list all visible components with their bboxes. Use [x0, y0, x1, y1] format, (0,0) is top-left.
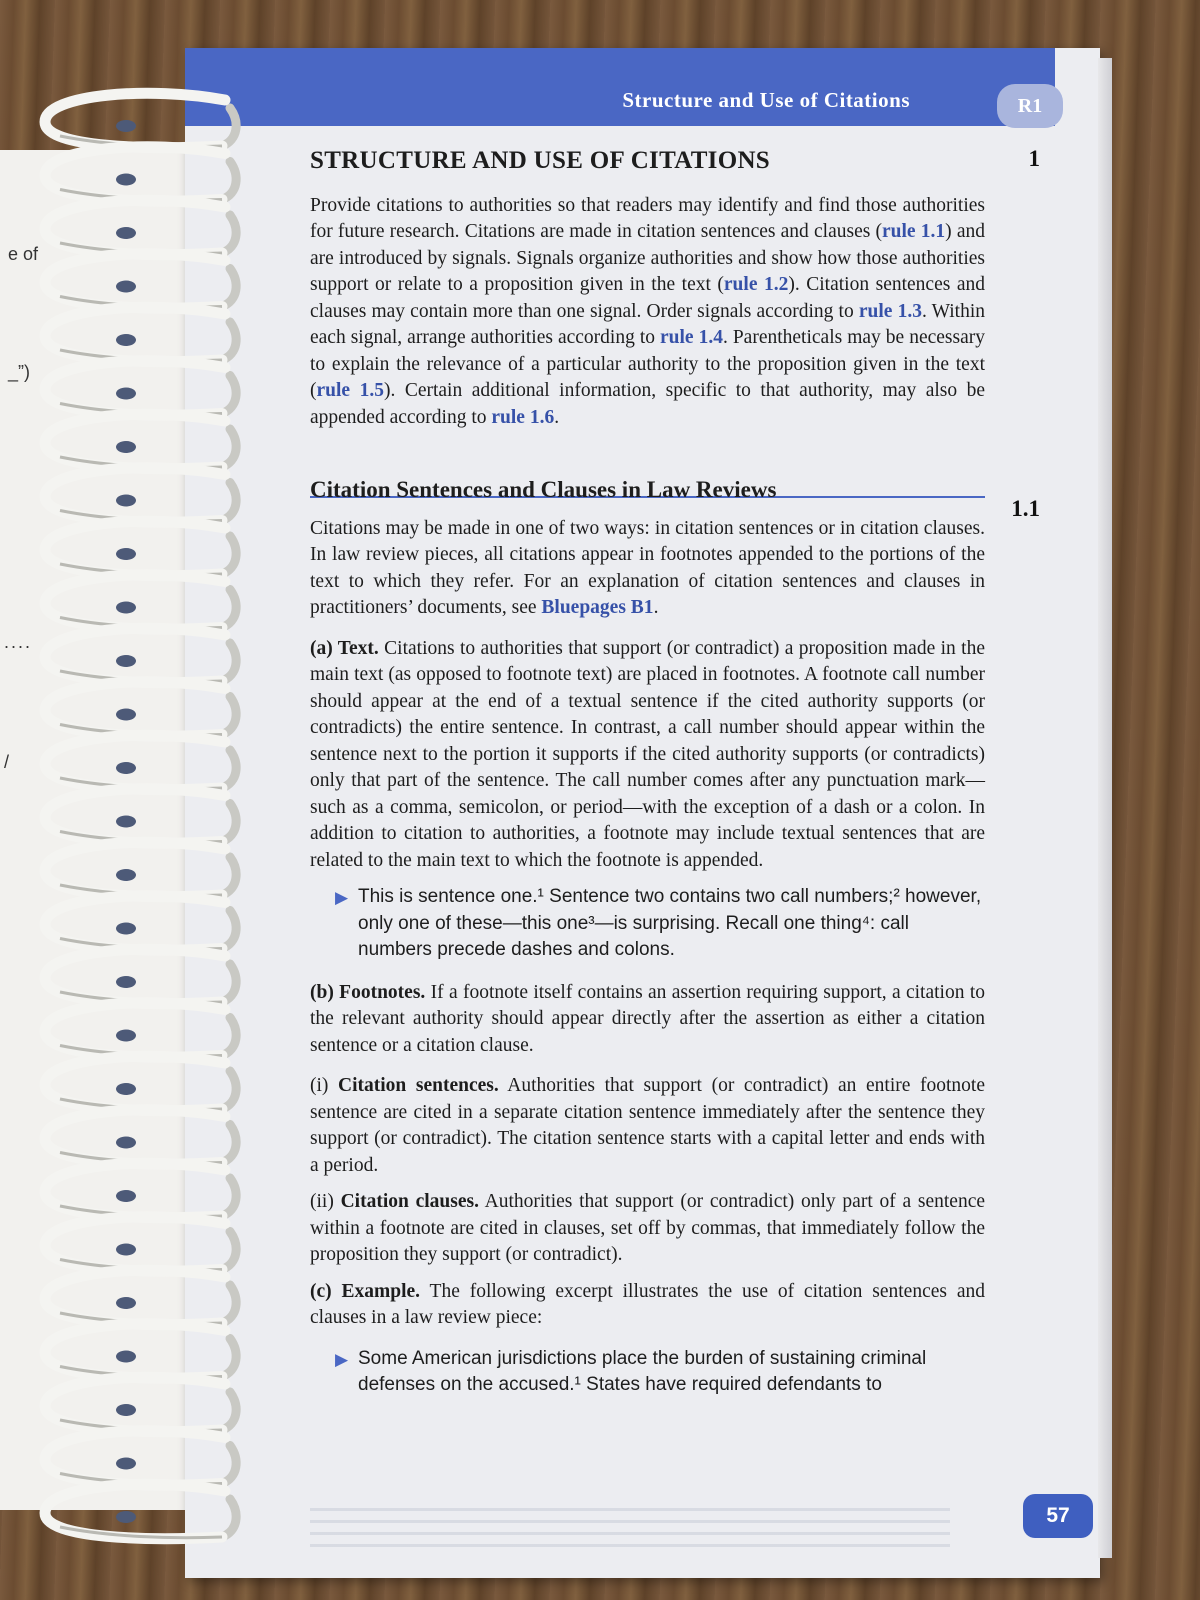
link-rule-1-2[interactable]: rule 1.2	[723, 274, 789, 295]
spiral-coil	[45, 521, 236, 575]
paragraph-i-citation-sentences: (i) Citation sentences. Authorities that support (or contradict) an entire footnote sentence are cited in a separate citation sentence immediately after the sentence they support (or contradict). The citation sentence starts with a capital letter and ends with a period.	[310, 1075, 985, 1176]
page-stack-edge	[1098, 58, 1112, 1558]
triangle-bullet-icon: ▶	[335, 1349, 349, 1369]
spiral-coil	[45, 1163, 236, 1217]
spiral-coil	[45, 414, 236, 468]
spiral-coil	[45, 682, 236, 736]
spiral-coil	[45, 1056, 236, 1110]
spiral-coil	[45, 789, 236, 843]
spiral-coil	[45, 147, 236, 201]
spiral-coil	[45, 307, 236, 361]
left-page-text-1: e of	[8, 244, 39, 264]
spiral-coil	[45, 468, 236, 522]
left-page-text-3: ....	[4, 632, 33, 652]
spiral-coil	[45, 949, 236, 1003]
section-tab-r1: R1	[997, 84, 1063, 128]
intro-paragraph: Provide citations to authorities so that readers may identify and find those authorities for future research. Citations are made in citation sentences and clauses (rule 1.1) and are introduced by signals. Signals organize authorities and show how those authorities support or relate to a proposition given in the text (rule 1.2). Citation sentences and clauses may contain more than one signal. Order signals according to rule 1.3. Within each signal, arrange authorities according to rule 1.4. Parentheticals may be necessary to explain the relevance of a particular authority to the proposition given in the text (rule 1.5). Certain additional information, specific to that authority, may also be appended according to rule 1.6.	[310, 194, 986, 428]
running-header-title: Structure and Use of Citations	[622, 88, 910, 112]
spiral-coil	[45, 1324, 236, 1378]
paragraph-b-footnotes: (b) Footnotes. If a footnote itself contains an assertion requiring support, a citation to the relevant authority should appear directly after the assertion as either a citation sentence or a citation clause.	[310, 981, 985, 1056]
spiral-coil	[45, 1110, 236, 1164]
link-rule-1-3[interactable]: rule 1.3	[858, 300, 922, 322]
page-heading: STRUCTURE AND USE OF CITATIONS	[310, 147, 771, 174]
faded-text-lines	[310, 1508, 950, 1548]
rule-number-1-1: 1.1	[1011, 496, 1040, 521]
link-bluepages-b1[interactable]: Bluepages B1	[541, 597, 654, 618]
page-body	[310, 148, 985, 1399]
spiral-coil	[45, 628, 236, 682]
link-rule-1-6[interactable]: rule 1.6	[491, 406, 555, 428]
link-rule-1-1[interactable]: rule 1.1	[882, 221, 946, 242]
spiral-coil	[45, 200, 236, 254]
spiral-coil	[45, 361, 236, 415]
rule-number-1: 1	[1028, 146, 1040, 171]
spiral-coil	[45, 1270, 236, 1324]
spiral-binding	[0, 0, 260, 1600]
spiral-coil	[45, 1484, 236, 1538]
triangle-bullet-icon: ▶	[335, 888, 349, 907]
spiral-coil	[45, 842, 236, 896]
spiral-coil	[45, 1217, 236, 1271]
spiral-coil	[45, 1431, 236, 1485]
section-heading: Citation Sentences and Clauses in Law Reviews	[310, 477, 777, 502]
spiral-coil	[45, 254, 236, 308]
page-number: 57	[1023, 1494, 1093, 1538]
link-rule-1-4[interactable]: rule 1.4	[660, 327, 723, 348]
link-rule-1-5[interactable]: rule 1.5	[316, 380, 384, 401]
right-page	[185, 48, 1100, 1578]
running-header	[185, 48, 1055, 126]
spiral-coil	[45, 735, 236, 789]
spiral-coil	[45, 1377, 236, 1431]
paragraph-c-example: (c) Example. The following excerpt illustrates the use of citation sentences and clauses in a law review piece:	[310, 1280, 985, 1328]
section-paragraph: Citations may be made in one of two ways: in citation sentences or in citation clauses. In law review pieces, all citations appear in footnotes appended to the portions of the text to which they refer. For an explanation of citation sentences and clauses in practitioners’ documents, see Bluepages B1.	[310, 517, 985, 618]
spiral-coil	[45, 93, 236, 147]
spiral-coil	[45, 1003, 236, 1057]
left-page-text-4: /	[4, 752, 10, 772]
example-1: ▶ This is sentence one.¹ Sentence two contains two call numbers;² however, only one of these—this one³—is surprising. Recall one thing⁴: call numbers precede dashes and colons.	[335, 886, 982, 960]
left-page-text-2: _”)	[8, 362, 30, 382]
spiral-coil	[45, 575, 236, 629]
paragraph-ii-citation-clauses: (ii) Citation clauses. Authorities that support (or contradict) only part of a sentence within a footnote are cited in clauses, set off by commas, that immediately follow the proposition they support (or contradict).	[310, 1191, 986, 1265]
example-2: ▶ Some American jurisdictions place the burden of sustaining criminal defenses on the accused.¹ States have required defendants to	[335, 1347, 927, 1395]
spiral-coil	[45, 896, 236, 950]
paragraph-a-text: (a) Text. Citations to authorities that support (or contradict) a proposition made in the main text (as opposed to footnote text) are placed in footnotes. A footnote call number should appear at the end of a textual sentence if the cited authority supports (or contradicts) the entire sentence. In contrast, a call number should appear within the sentence next to the portion it supports if the cited authority supports (or contradicts) only that part of the sentence. The call number comes after any punctuation mark—such as a comma, semicolon, or period—with the exception of a dash or a colon. In addition to citation to authorities, a footnote may include textual sentences that are related to the main text to which the footnote is appended.	[310, 637, 985, 871]
